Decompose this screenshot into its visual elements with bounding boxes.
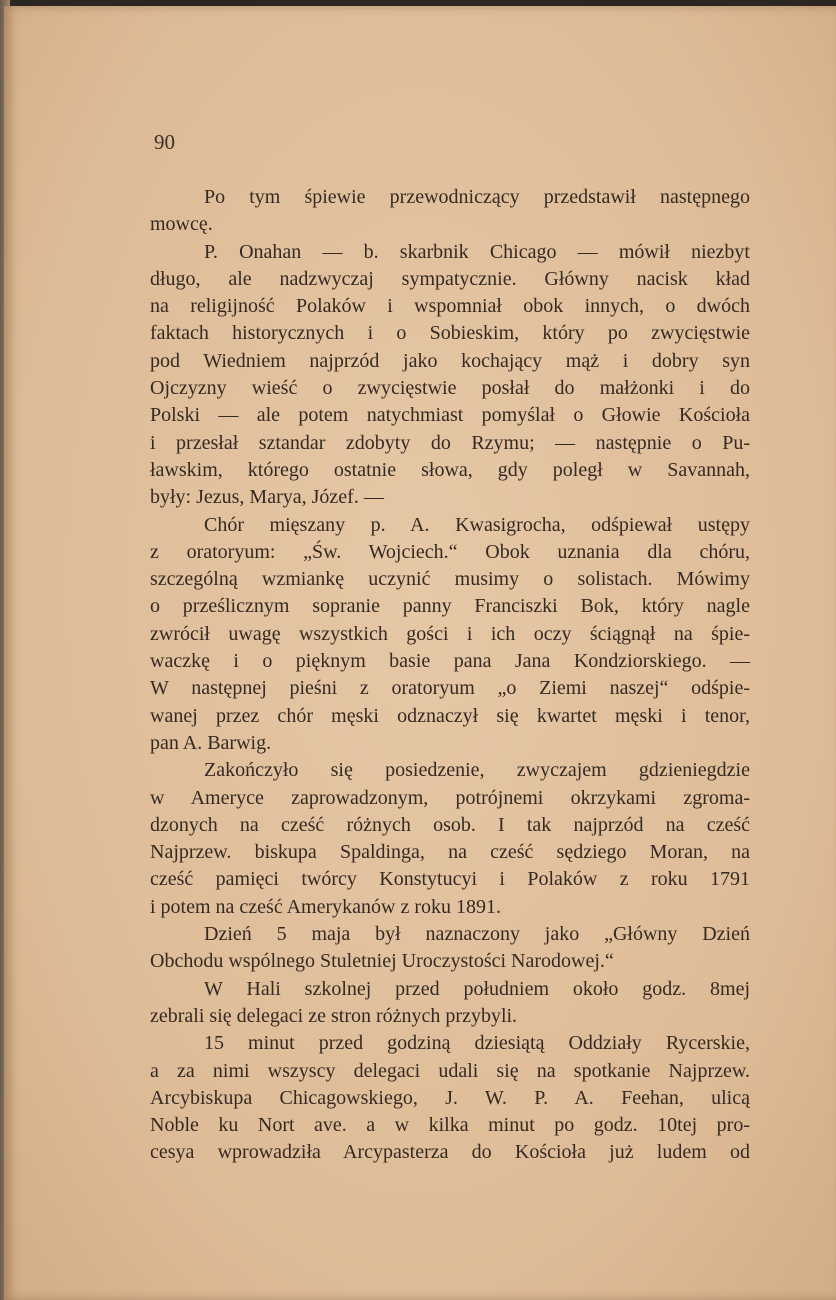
- text-line: długo, ale nadzwyczaj sympatycznie. Główny nacisk kład: [150, 267, 750, 290]
- text-line: Po tym śpiewie przewodniczący przedstawił następnego: [204, 186, 750, 208]
- text-line: Najprzew. biskupa Spaldinga, na cześć sędziego Moran, na: [150, 841, 750, 864]
- paragraph: [150, 239, 750, 512]
- text-line: ławskim, którego ostatnie słowa, gdy poległ w Savannah,: [150, 458, 750, 481]
- body-text: [150, 184, 750, 1167]
- paragraph: [150, 184, 750, 239]
- text-line: W następnej pieśni z oratoryum „o Ziemi naszej“ odśpie-: [150, 677, 750, 700]
- text-line: Arcybiskupa Chicagowskiego, J. W. P. A. Feehan, ulicą: [150, 1086, 750, 1109]
- text-line: i przesłał sztandar zdobyty do Rzymu; — następnie o Pu-: [150, 431, 750, 454]
- text-line: Dzień 5 maja był naznaczony jako „Główny Dzień: [204, 923, 750, 946]
- text-line: Zakończyło się posiedzenie, zwyczajem gdzieniegdzie: [204, 759, 750, 782]
- text-line: waczkę i o pięknym basie pana Jana Kondziorskiego. —: [150, 650, 750, 673]
- text-line: cesya wprowadziła Arcypasterza do Kościoła już ludem od: [150, 1141, 750, 1164]
- text-line: zwrócił uwagę wszystkich gości i ich oczy ściągnął na śpie-: [150, 622, 750, 645]
- paragraph: [150, 757, 750, 921]
- text-line: zebrali się delegaci ze stron różnych przybyli.: [150, 1004, 518, 1027]
- text-line: Ojczyzny wieść o zwycięstwie posłał do małżonki i do: [150, 377, 750, 400]
- text-line: cześć pamięci twórcy Konstytucyi i Polaków z roku 1791: [150, 868, 750, 891]
- text-line: a za nimi wszyscy delegaci udali się na spotkanie Najprzew.: [150, 1059, 750, 1082]
- text-line: pod Wiedniem najprzód jako kochający mąż i dobry syn: [150, 349, 750, 372]
- text-line: i potem na cześć Amerykanów z roku 1891.: [150, 895, 502, 918]
- text-line: wanej przez chór męski odznaczył się kwartet męski i tenor,: [150, 704, 750, 727]
- text-line: P. Onahan — b. skarbnik Chicago — mówił niezbyt: [204, 240, 750, 263]
- text-line: faktach historycznych i o Sobieskim, który po zwycięstwie: [150, 322, 750, 345]
- text-line: Chór mięszany p. A. Kwasigrocha, odśpiewał ustępy: [204, 513, 750, 536]
- paragraph: [150, 1030, 750, 1166]
- text-line: 15 minut przed godziną dziesiątą Oddziały Rycerskie,: [204, 1032, 750, 1055]
- text-line: o prześlicznym sopranie panny Franciszki Bok, który nagle: [150, 595, 750, 618]
- text-line: Noble ku Nort ave. a w kilka minut po godz. 10tej pro-: [150, 1114, 750, 1137]
- text-line: na religijność Polaków i wspomniał obok innych, o dwóch: [150, 295, 750, 318]
- text-line: W Hali szkolnej przed południem około godz. 8mej: [204, 977, 750, 1000]
- text-line: szczególną wzmiankę uczynić musimy o solistach. Mówimy: [150, 568, 750, 591]
- text-line: z oratoryum: „Św. Wojciech.“ Obok uznania dla chóru,: [150, 540, 750, 563]
- paragraph: [150, 976, 750, 1031]
- text-line: pan A. Barwig.: [150, 731, 272, 754]
- text-line: Obchodu wspólnego Stuletniej Uroczystości Narodowej.“: [150, 950, 614, 973]
- text-line: Polski — ale potem natychmiast pomyślał o Głowie Kościoła: [150, 404, 750, 427]
- paragraph: [150, 512, 750, 758]
- text-line: mowcę.: [150, 213, 213, 236]
- paragraph: [150, 921, 750, 976]
- text-line: w Ameryce zaprowadzonym, potrójnemi okrzykami zgroma-: [150, 786, 750, 809]
- text-line: dzonych na cześć różnych osob. I tak najprzód na cześć: [150, 813, 750, 836]
- text-line: były: Jezus, Marya, Józef. —: [150, 486, 384, 509]
- page-number: 90: [154, 130, 175, 154]
